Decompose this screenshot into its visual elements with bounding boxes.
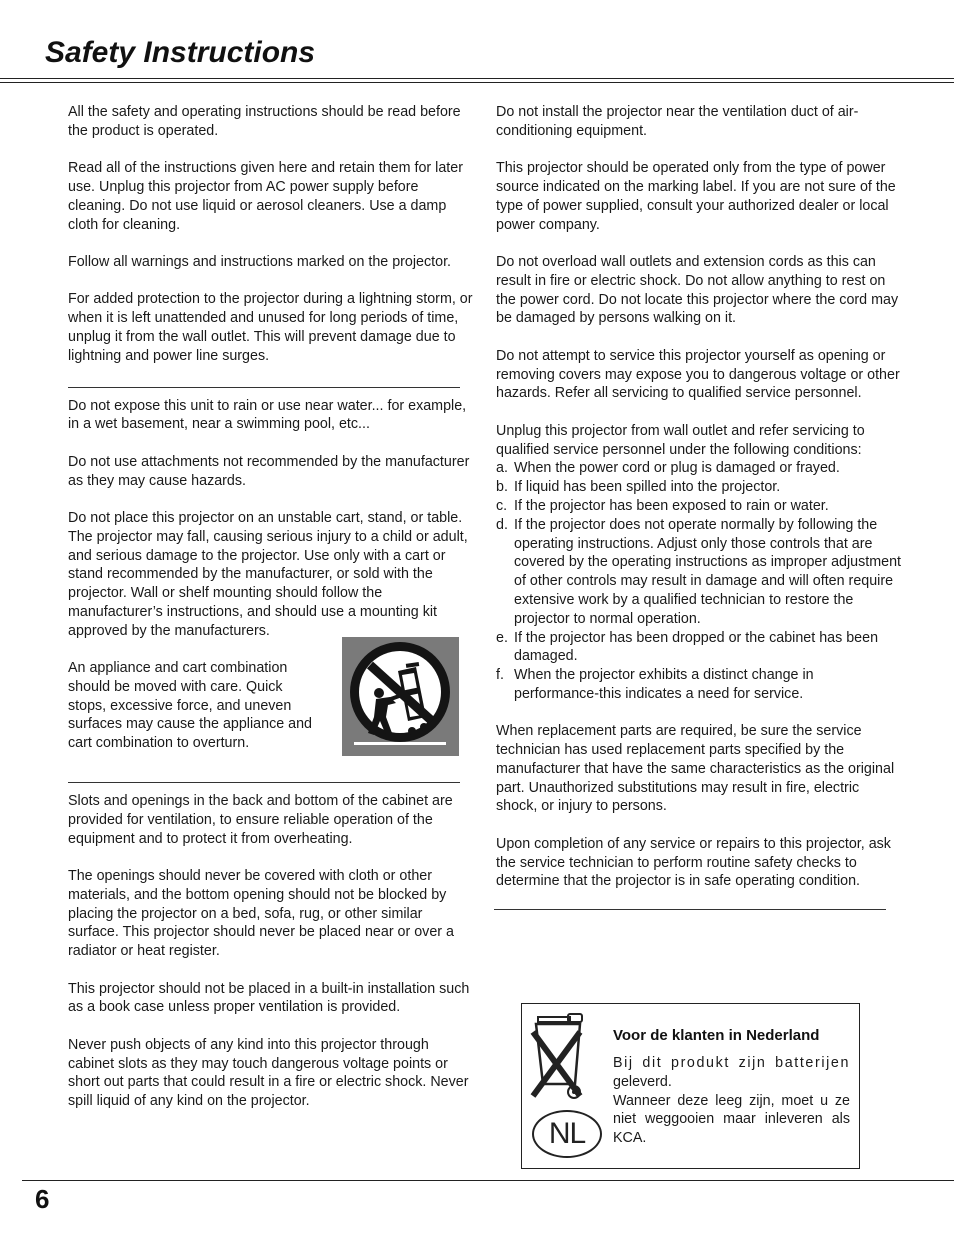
list-item-text: If the projector has been dropped or the cabinet has been damaged. — [514, 629, 879, 665]
paragraph: Do not overload wall outlets and extension cords as this can result in fire or electric shock. Do not allow anything to rest on the power cord. Do not locate this projector where the cord may be damaged by persons walking on it. — [496, 253, 899, 327]
paragraph: Upon completion of any service or repairs to this projector, ask the service technician to perform routine safety checks to determine that the projector is in safe operating condition. — [496, 835, 891, 890]
title-rule — [0, 78, 954, 79]
list-marker: e. — [496, 629, 508, 646]
paragraph: For added protection to the projector during a lightning storm, or when it is left unattended and unused for long periods of time, unplug it from the wall outlet. This will prevent damage due to lightning and power line surges. — [68, 291, 473, 364]
section-divider — [494, 909, 886, 910]
list-item — [496, 516, 901, 629]
list-marker: c. — [496, 497, 508, 514]
nl-battery-notice — [521, 1003, 860, 1169]
nl-line: Wanneer deze leeg zijn, moet u ze niet weggooien maar inleveren als KCA. — [613, 1092, 850, 1147]
list-item — [496, 497, 901, 516]
list-item-text: If the projector has been exposed to rain or water. — [514, 497, 829, 514]
footer-rule — [22, 1180, 954, 1181]
list-item — [496, 629, 901, 667]
paragraph: Follow all warnings and instructions marked on the projector. — [68, 253, 452, 270]
cart-warning-text: An appliance and cart combination should be moved with care. Quick stops, excessive force, and uneven surfaces may cause the appliance and cart combination to overturn. — [68, 660, 312, 752]
cart-warning-icon — [342, 637, 459, 756]
paragraph: Do not use attachments not recommended by the manufacturer as they may cause hazards. — [68, 453, 470, 489]
nl-badge: NL — [532, 1110, 602, 1158]
crossed-bin-icon — [530, 1012, 590, 1102]
list-item — [496, 666, 901, 704]
paragraph: Do not place this projector on an unstable cart, stand, or table. The projector may fall, causing serious injury to a child or adult, and serious damage to the projector. Use only with a cart or stand recommended by the manufacturer, or sold with the projector. Wall or shelf mounting should follow the manufacturer’s instructions, and should use a mounting kit approved by the manufacturers. — [68, 509, 468, 639]
cart-warning-block — [68, 659, 473, 756]
paragraph: Do not attempt to service this projector yourself as opening or removing covers may expose you to dangerous voltage or other hazards. Refer all servicing to qualified service personnel. — [496, 347, 900, 402]
paragraph: When replacement parts are required, be sure the service technician has used replacement parts specified by the manufacturer that have the same characteristics as the original part. Unauthorized substitutions may result in fire, electric shock, or injury to persons. — [496, 723, 895, 815]
page-title: Safety Instructions — [45, 36, 316, 69]
nl-line: geleverd. — [613, 1073, 672, 1090]
list-marker: d. — [496, 516, 508, 533]
list-marker: b. — [496, 479, 508, 496]
title-rule-secondary — [0, 82, 954, 83]
paragraph: The openings should never be covered with cloth or other materials, and the bottom opening should not be blocked by placing the projector on a bed, sofa, rug, or other similar surface. This projector should never be placed near or over a radiator or heat register. — [68, 868, 454, 960]
paragraph: Do not install the projector near the ventilation duct of air-conditioning equipment. — [496, 104, 859, 139]
paragraph: Slots and openings in the back and bottom of the cabinet are provided for ventilation, to ensure reliable operation of the equipment and to protect it from overheating. — [68, 793, 453, 847]
list-item-text: When the power cord or plug is damaged or frayed. — [514, 460, 840, 477]
paragraph: Never push objects of any kind into this projector through cabinet slots as they may touch dangerous voltage points or short out parts that could result in a fire or electric shock. Never spill liquid of any kind on the projector. — [68, 1036, 469, 1110]
list-marker: f. — [496, 667, 504, 684]
nl-notice-text — [613, 1054, 850, 1148]
service-conditions — [496, 422, 901, 704]
paragraph: This projector should be operated only from the type of power source indicated on the marking label. If you are not sure of the type of power supplied, consult your authorized dealer or local power company. — [496, 160, 896, 233]
nl-heading: Voor de klanten in Nederland — [613, 1027, 820, 1044]
paragraph: Read all of the instructions given here and retain them for later use. Unplug this projector from AC power supply before cleaning. Do not use liquid or aerosol cleaners. Use a damp cloth for cleaning. — [68, 160, 463, 233]
conditions-list — [496, 459, 901, 703]
list-item — [496, 478, 901, 497]
right-column — [496, 103, 901, 910]
nl-line: Bij dit produkt zijn batterijen — [613, 1055, 850, 1071]
list-item-text: If liquid has been spilled into the projector. — [514, 479, 781, 496]
paragraph: This projector should not be placed in a built-in installation such as a book case unless proper ventilation is provided. — [68, 980, 470, 1016]
list-item-text: When the projector exhibits a distinct change in performance-this indicates a need for service. — [514, 667, 814, 702]
list-item — [496, 459, 901, 478]
page-number: 6 — [35, 1184, 50, 1214]
list-marker: a. — [496, 460, 508, 477]
section-divider — [68, 782, 460, 783]
list-item-text: If the projector does not operate normally by following the operating instructions. Adjust only those controls that are covered by the operating instructions as improper adjustment of other controls may result in damage and will often require extensive work by a qualified technician to restore the projector to normal operation. — [514, 516, 902, 627]
conditions-intro: Unplug this projector from wall outlet and refer servicing to qualified service personnel under the following conditions: — [496, 422, 865, 458]
paragraph: All the safety and operating instructions should be read before the product is operated. — [68, 104, 461, 139]
left-column — [68, 103, 473, 1130]
section-divider — [68, 387, 460, 388]
paragraph: Do not expose this unit to rain or use near water... for example, in a wet basement, near a swimming pool, etc... — [68, 397, 467, 433]
